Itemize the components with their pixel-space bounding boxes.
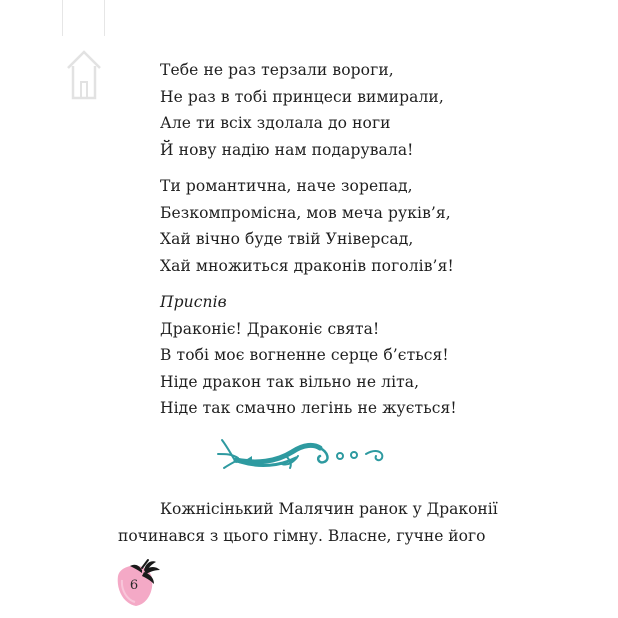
verse-line: Хай множиться драконів поголів’я!: [160, 256, 454, 275]
verse-line: Хай вічно буде твій Універсад,: [160, 230, 414, 248]
chorus-label: Приспів: [160, 293, 227, 311]
verse-line: Не раз в тобі принцеси вимирали,: [160, 87, 444, 106]
home-icon[interactable]: [64, 42, 104, 102]
verse-line: Тебе не раз терзали вороги,: [160, 61, 394, 79]
stanza: [160, 173, 454, 279]
page-number: 6: [129, 578, 139, 593]
prose-line: Кожнісінький Малячин ранок у Драконії: [160, 500, 498, 518]
verse-line: Ти романтична, наче зорепад,: [160, 177, 413, 195]
verse-line: Але ти всіх здолала до ноги: [160, 114, 391, 132]
verse-line: Ніде дракон так вільно не літа,: [160, 372, 420, 391]
verse-line: Ніде так смачно легінь не жується!: [160, 399, 457, 417]
margin-rule: [104, 0, 105, 36]
chorus: [160, 289, 457, 422]
verse-line: Безкомпромісна, мов меча руків’я,: [160, 203, 451, 222]
swirl-ornament-icon: [216, 434, 392, 470]
margin-rule: [62, 0, 63, 36]
verse-line: В тобі моє вогненне серце б’ється!: [160, 346, 449, 364]
stanza: [160, 57, 444, 163]
verse-line: Й нову надію нам подарувала!: [160, 140, 414, 159]
verse-line: Драконіє! Драконіє свята!: [160, 319, 380, 338]
prose-line: починався з цього гімну. Власне, гучне його: [118, 527, 486, 545]
